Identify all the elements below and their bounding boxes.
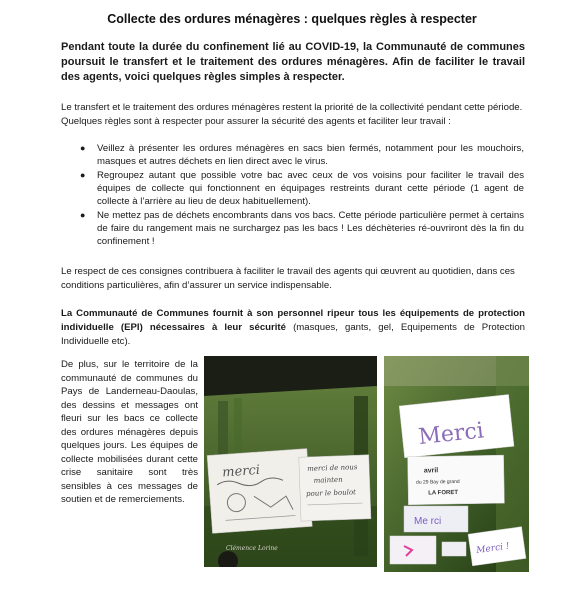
epi-rest-text: (masques, gants, gel, Equipements de Protection Individuelle etc). <box>61 322 525 347</box>
merci-note3-text: Merci ! <box>475 541 511 557</box>
rules-list <box>80 142 524 249</box>
bullet-icon: ● <box>80 170 86 180</box>
photo-bin-drawing <box>204 356 377 567</box>
list-item-text: Ne mettez pas de déchets encombrants dans vos bacs. Cette période particulière permet à certains de faire du rangement mais ne surchargez pas les bacs ! Les déchèteries ré-ouvriront dès la fin du confinement ! <box>97 210 524 247</box>
drawing-merci-text: merci <box>221 462 261 481</box>
note-signature: Clémence Lorine <box>226 545 278 552</box>
avril-note-line1: avril <box>423 467 439 475</box>
intro-paragraph: Le transfert et le traitement des ordures ménagères restent la priorité de la collectivité pendant cette période. Quelques règles sont à respecter pour assurer la sécurité des agents et faciliter leur travail : <box>61 102 523 127</box>
note-line3: pour le boulot <box>305 488 357 498</box>
merci-note-text: Merci <box>417 418 485 451</box>
photo-bin-merci-image <box>384 356 529 572</box>
merci-note2-text: Me rci <box>414 516 442 527</box>
list-item <box>80 142 524 168</box>
avril-note-line2: du 29 Bay de grand <box>415 478 460 486</box>
note-line1: merci de nous <box>307 463 358 473</box>
list-item-text: Veillez à présenter les ordures ménagères en sacs bien fermés, notamment pour les mouchoirs, masques et autres déchets en lien direct avec le virus. <box>97 143 524 167</box>
respect-paragraph: Le respect de ces consignes contribuera à faciliter le travail des agents qui œuvrent au quotidien, dans ces conditions particulières, afin d’assurer un service indispensable. <box>61 266 515 291</box>
avril-note-line3: LA FORET <box>428 489 459 497</box>
note-line2: mainten <box>313 475 343 485</box>
bullet-icon: ● <box>80 143 86 153</box>
page-title: Collecte des ordures ménagères : quelques règles à respecter <box>107 12 477 26</box>
list-item <box>80 209 524 248</box>
side-paragraph: De plus, sur le territoire de la communauté de communes du Pays de Landerneau-Daoulas, des dessins et messages ont fleuri sur les bacs ce collecte des ordures ménagères depuis quelques jours. Les équipes de collecte mobilisées durant cette crise sanitaire sont très sensibles à ces messages de soutien et de remerciements. <box>61 359 198 505</box>
bullet-icon: ● <box>80 210 86 220</box>
list-item <box>80 169 524 208</box>
epi-paragraph <box>61 307 525 349</box>
list-item-text: Regroupez autant que possible votre bac avec ceux de vos voisins pour faciliter le travail des équipes de collecte qui fonctionnent en équipages restreints durant cette période (1 agent de collecte à l’arrière au lieu de deux habituellement). <box>97 170 524 207</box>
epi-bold-text: La Communauté de Communes fournit à son personnel ripeur tous les équipements de protection individuelle (EPI) nécessaires à leur sécurité <box>61 308 525 333</box>
photo-bin-drawing-image <box>204 356 377 567</box>
photo-bin-merci-notes <box>384 356 529 572</box>
lead-paragraph: Pendant toute la durée du confinement lié au COVID-19, la Communauté de communes poursuit le transfert et le traitement des ordures ménagères. Afin de faciliter le travail des agents, voici quelques règles simples à respecter. <box>61 41 525 83</box>
